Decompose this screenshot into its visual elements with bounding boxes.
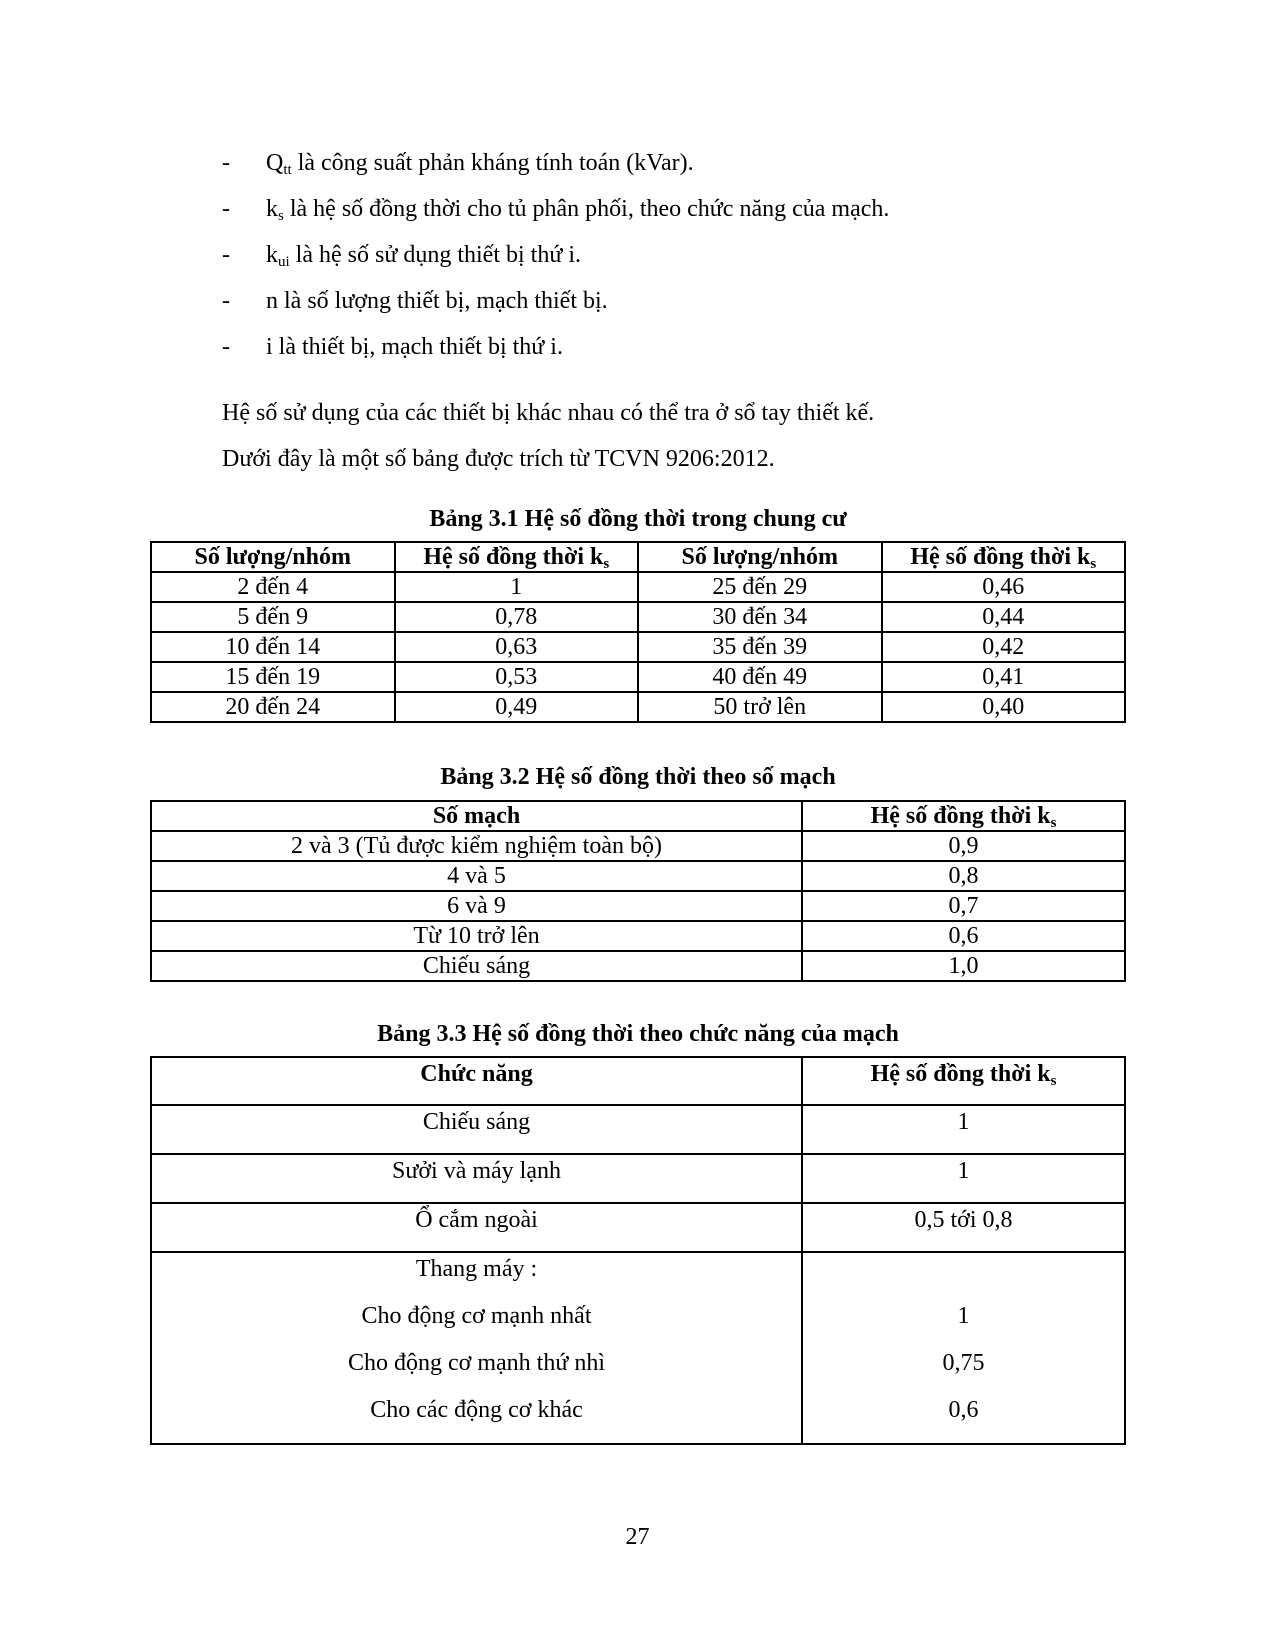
table-cell: 0,63: [395, 632, 639, 662]
table-cell: 5 đến 9: [151, 602, 395, 632]
table-2-circuit-coefficients: [150, 800, 1126, 982]
symbol: k: [266, 196, 278, 222]
table-row: [151, 861, 1125, 891]
table-cell: Chiếu sáng: [151, 1105, 802, 1154]
table-cell: 0,40: [882, 692, 1126, 722]
definition-item: [222, 240, 1162, 286]
table-cell: Sưởi và máy lạnh: [151, 1154, 802, 1203]
table-cell: 6 và 9: [151, 891, 802, 921]
cell-line: 0,6: [948, 1397, 979, 1423]
symbol-subscript: ui: [278, 254, 290, 270]
table-row: [151, 572, 1125, 602]
definition-rest: là công suất phản kháng tính toán (kVar).: [291, 150, 694, 176]
column-header: Số mạch: [151, 801, 802, 831]
cell-line: Cho động cơ mạnh thứ nhì: [347, 1350, 605, 1376]
table-cell: 10 đến 14: [151, 632, 395, 662]
paragraph-usage-factor: Hệ số sử dụng của các thiết bị khác nhau có thể tra ở sổ tay thiết kế.: [222, 400, 875, 426]
table-row: [151, 1154, 1125, 1203]
table-cell: 30 đến 34: [638, 602, 882, 632]
definition-item: [222, 194, 1162, 240]
cell-line: 0,75: [942, 1350, 985, 1376]
column-header: Hệ số đồng thời $k_s$: [395, 542, 639, 572]
table-cell: 2 và 3 (Tủ được kiểm nghiệm toàn bộ): [151, 831, 802, 861]
table-row: [151, 662, 1125, 692]
definition-text: [266, 240, 581, 270]
table-3-caption: Bảng 3.3 Hệ số đồng thời theo chức năng của mạch: [377, 1021, 899, 1047]
table-cell: Từ 10 trở lên: [151, 921, 802, 951]
table-3-function-coefficients: [150, 1056, 1126, 1445]
table-cell: 35 đến 39: [638, 632, 882, 662]
symbol: k: [266, 242, 278, 268]
column-header: Hệ số đồng thời $k_s$: [802, 801, 1125, 831]
bullet-dash: -: [222, 242, 230, 268]
table-row: [151, 602, 1125, 632]
definition-list: [222, 148, 1162, 378]
cell-line: Thang máy :: [415, 1256, 538, 1282]
table-header-row: [151, 1057, 1125, 1105]
table-cell: 0,49: [395, 692, 639, 722]
table-cell: Chiếu sáng: [151, 951, 802, 981]
table-cell: 20 đến 24: [151, 692, 395, 722]
table-cell: 1: [395, 572, 639, 602]
symbol: Q: [266, 150, 284, 176]
bullet-dash: -: [222, 334, 230, 360]
table-cell: 0,78: [395, 602, 639, 632]
table-cell: 1,0: [802, 951, 1125, 981]
column-header: Số lượng/nhóm: [151, 542, 395, 572]
table-cell: 2 đến 4: [151, 572, 395, 602]
column-header: Chức năng: [151, 1057, 802, 1105]
elevator-function-cell: [151, 1252, 802, 1444]
cell-line: Cho động cơ mạnh nhất: [361, 1303, 592, 1329]
table-2-caption: Bảng 3.2 Hệ số đồng thời theo số mạch: [440, 764, 836, 790]
definition-item: [222, 286, 1162, 332]
table-row: [151, 891, 1125, 921]
table-row: [151, 831, 1125, 861]
table-1-caption: Bảng 3.1 Hệ số đồng thời trong chung cư: [429, 506, 847, 532]
table-row: [151, 951, 1125, 981]
table-row: [151, 632, 1125, 662]
table-cell: 40 đến 49: [638, 662, 882, 692]
column-header: Hệ số đồng thời $k_s$: [882, 542, 1126, 572]
table-cell: 0,7: [802, 891, 1125, 921]
symbol-subscript: s: [278, 208, 284, 224]
column-header: Hệ số đồng thời $k_s$: [802, 1057, 1125, 1105]
definition-text: [266, 332, 563, 362]
definition-text: [266, 194, 889, 224]
cell-line: [803, 1255, 1124, 1302]
table-cell: 0,41: [882, 662, 1126, 692]
elevator-value-cell: [802, 1252, 1125, 1444]
table-cell: Ổ cắm ngoài: [151, 1203, 802, 1252]
table-row: [151, 1105, 1125, 1154]
table-cell: 4 và 5: [151, 861, 802, 891]
table-header-row: [151, 801, 1125, 831]
definition-text: [266, 286, 608, 316]
table-cell: 25 đến 29: [638, 572, 882, 602]
definition-rest: là hệ số sử dụng thiết bị thứ i.: [289, 242, 581, 268]
cell-line: Cho các động cơ khác: [370, 1397, 583, 1423]
definition-rest: là số lượng thiết bị, mạch thiết bị.: [278, 288, 608, 314]
table-cell: 1: [802, 1154, 1125, 1203]
definition-item: [222, 332, 1162, 378]
table-1-apartment-coefficients: [150, 541, 1126, 723]
table-row: [151, 692, 1125, 722]
table-cell: 0,6: [802, 921, 1125, 951]
bullet-dash: -: [222, 288, 230, 314]
table-header-row: [151, 542, 1125, 572]
table-row: [151, 921, 1125, 951]
table-cell: 0,5 tới 0,8: [802, 1203, 1125, 1252]
bullet-dash: -: [222, 196, 230, 222]
table-cell: 0,53: [395, 662, 639, 692]
bullet-dash: -: [222, 150, 230, 176]
table-row-elevator: [151, 1252, 1125, 1444]
table-cell: 0,8: [802, 861, 1125, 891]
symbol-subscript: tt: [283, 162, 292, 178]
definition-item: [222, 148, 1162, 194]
paragraph-tcvn-reference: Dưới đây là một số bảng được trích từ TCVN 9206:2012.: [222, 446, 775, 472]
page-number: 27: [625, 1524, 650, 1550]
table-cell: 0,44: [882, 602, 1126, 632]
table-cell: 15 đến 19: [151, 662, 395, 692]
symbol: n: [266, 288, 278, 314]
definition-rest: là thiết bị, mạch thiết bị thứ i.: [272, 334, 563, 360]
table-cell: 0,42: [882, 632, 1126, 662]
table-cell: 1: [802, 1105, 1125, 1154]
cell-line: 1: [957, 1303, 970, 1329]
definition-text: [266, 148, 694, 178]
column-header: Số lượng/nhóm: [638, 542, 882, 572]
table-row: [151, 1203, 1125, 1252]
table-cell: 0,9: [802, 831, 1125, 861]
table-cell: 50 trở lên: [638, 692, 882, 722]
symbol: i: [266, 334, 273, 360]
definition-rest: là hệ số đồng thời cho tủ phân phối, theo chức năng của mạch.: [283, 196, 890, 222]
table-cell: 0,46: [882, 572, 1126, 602]
